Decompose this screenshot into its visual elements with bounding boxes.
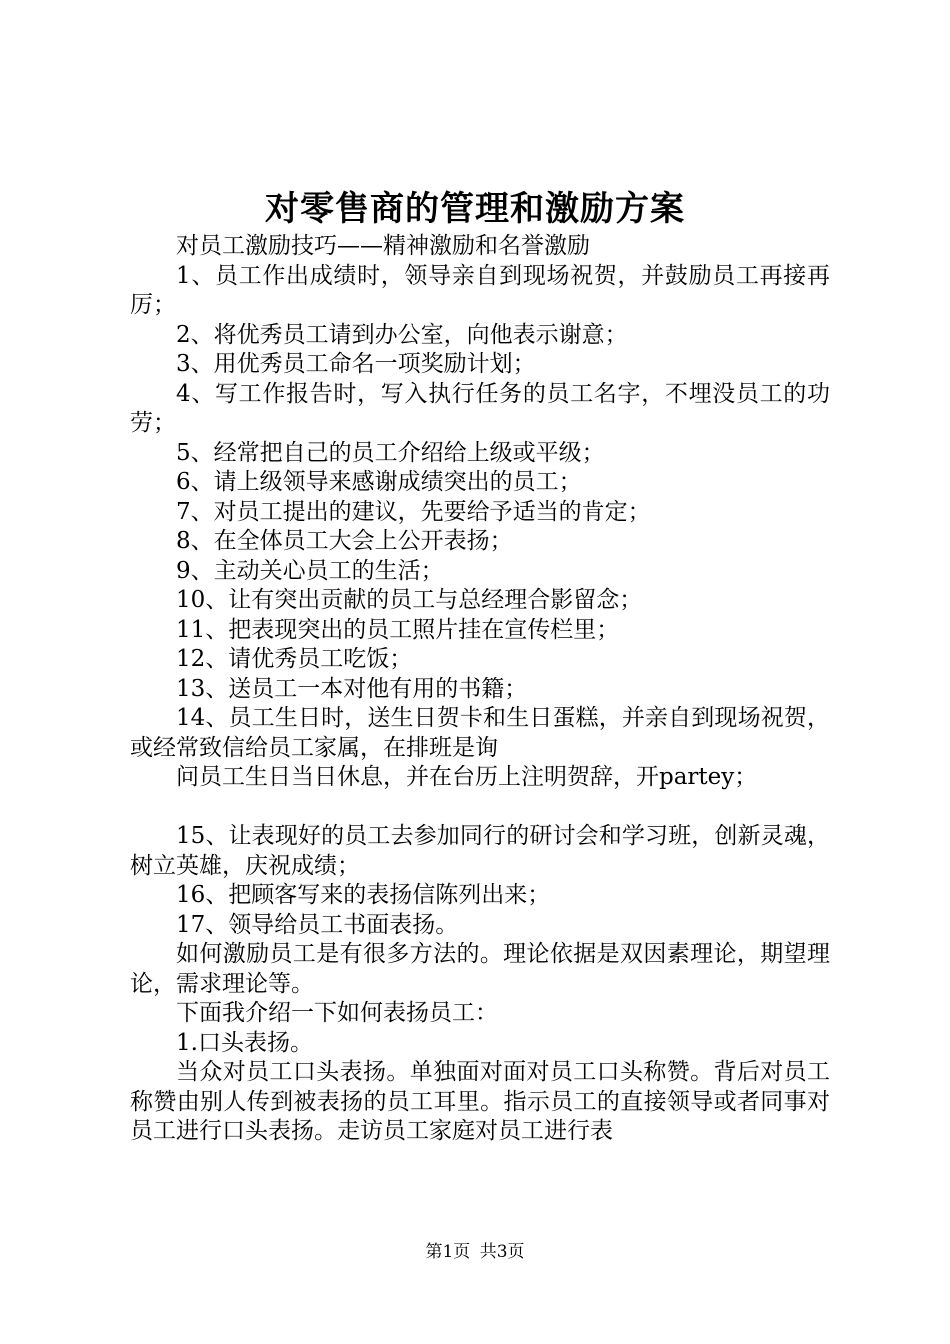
list-item: 15、让表现好的员工去参加同行的研讨会和学习班，创新灵魂，树立英雄，庆祝成绩； [130, 823, 830, 879]
list-item: 8、在全体员工大会上公开表扬； [176, 528, 513, 554]
body-paragraph: 下面我介绍一下如何表扬员工： [176, 1000, 498, 1026]
document-body [130, 232, 830, 1147]
list-item: 10、让有突出贡献的员工与总经理合影留念； [176, 587, 643, 613]
list-item-continuation: 问员工生日当日休息，并在台历上注明贺辞，开partey； [176, 764, 758, 790]
list-item: 14、员工生日时，送生日贺卡和生日蛋糕，并亲自到现场祝贺，或经常致信给员工家属，在排班是询 [130, 705, 830, 761]
list-item: 13、送员工一本对他有用的书籍； [176, 675, 528, 702]
list-item: 2、将优秀员工请到办公室，向他表示谢意； [176, 321, 628, 348]
list-item: 16、把顾客写来的表扬信陈列出来； [176, 882, 551, 908]
list-item: 9、主动关心员工的生活； [176, 557, 444, 584]
list-item: 1、员工作出成绩时，领导亲自到现场祝贺，并鼓励员工再接再厉； [130, 262, 830, 318]
body-paragraph: 如何激励员工是有很多方法的。理论依据是双因素理论，期望理论，需求理论等。 [130, 941, 830, 997]
section-heading: 对员工激励技巧——精神激励和名誉激励 [176, 233, 590, 259]
list-item: 7、对员工提出的建议，先要给予适当的肯定； [176, 498, 651, 525]
page-total: 共3页 [479, 1242, 525, 1262]
page-number: 第1页 [425, 1242, 471, 1262]
list-item: 17、领导给员工书面表扬。 [176, 911, 459, 938]
list-item: 11、把表现突出的员工照片挂在宣传栏里； [176, 616, 620, 643]
list-item: 6、请上级领导来感谢成绩突出的员工； [176, 469, 582, 495]
subsection-heading: 1.口头表扬。 [176, 1029, 313, 1056]
list-item: 5、经常把自己的员工介绍给上级或平级； [176, 439, 605, 466]
list-item: 3、用优秀员工命名一项奖励计划； [176, 351, 536, 377]
body-paragraph: 当众对员工口头表扬。单独面对面对员工口头称赞。背后对员工称赞由别人传到被表扬的员工耳里。指示员工的直接领导或者同事对员工进行口头表扬。走访员工家庭对员工进行表 [130, 1059, 830, 1144]
document-title: 对零售商的管理和激励方案 [265, 189, 685, 229]
list-item: 4、写工作报告时，写入执行任务的员工名字，不埋没员工的功劳； [130, 380, 830, 436]
list-item: 12、请优秀员工吃饭； [176, 646, 413, 672]
page-footer [0, 1240, 950, 1264]
